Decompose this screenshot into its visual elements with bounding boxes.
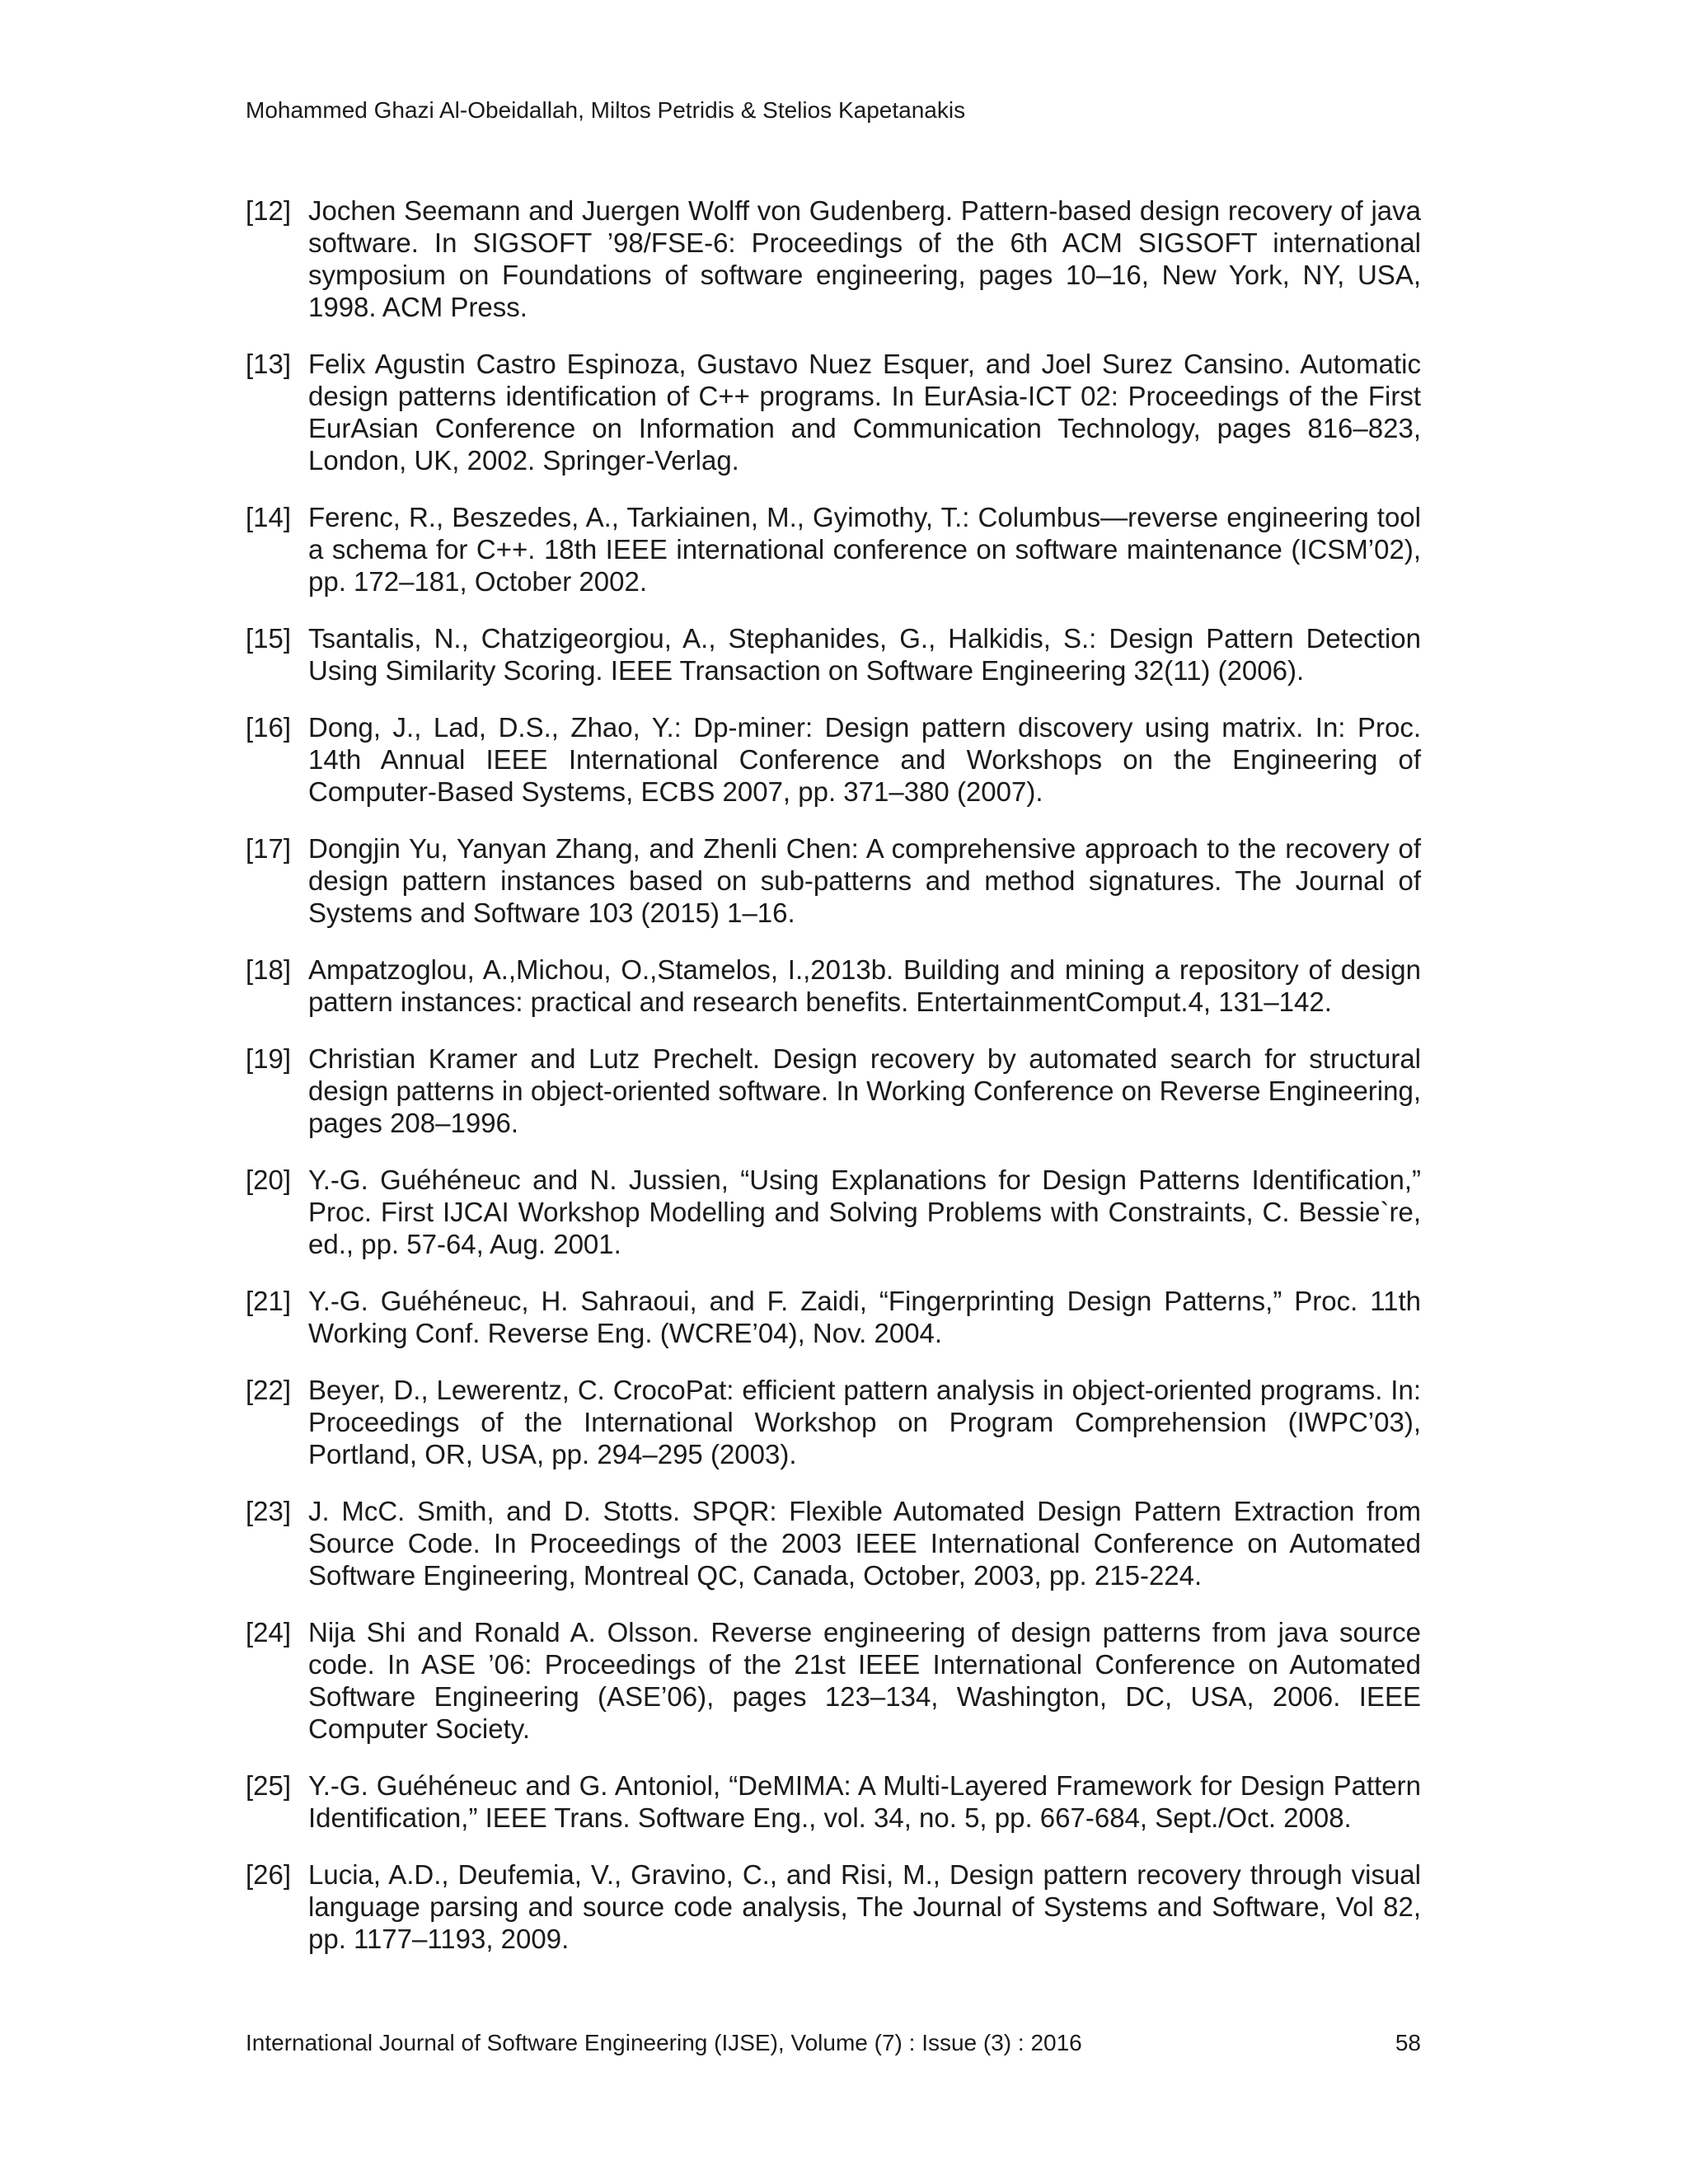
reference-item	[246, 1164, 1421, 1260]
reference-item	[246, 194, 1421, 323]
reference-text: Dong, J., Lad, D.S., Zhao, Y.: Dp-miner: Design pattern discovery using matrix. In: Proc. 14th Annual IEEE International Conference and Workshops on the Engineering of Computer-Based Systems, ECBS 2007, pp. 371–380 (2007).	[308, 712, 1421, 807]
reference-item	[246, 1374, 1421, 1470]
reference-number: [21]	[246, 1286, 292, 1316]
reference-number: [18]	[246, 954, 292, 985]
reference-text: Christian Kramer and Lutz Prechelt. Design recovery by automated search for structural design patterns in object-oriented software. In Working Conference on Reverse Engineering, pages 208–1996.	[308, 1043, 1421, 1138]
reference-number: [25]	[246, 1770, 292, 1801]
reference-number: [13]	[246, 349, 292, 379]
reference-number: [17]	[246, 833, 292, 864]
reference-item	[246, 348, 1421, 476]
reference-item	[246, 622, 1421, 687]
reference-text: Felix Agustin Castro Espinoza, Gustavo Nuez Esquer, and Joel Surez Cansino. Automatic design patterns identification of C++ programs. In EurAsia-ICT 02: Proceedings of the First EurAsian Conference on Information and Communication Technology, pages 816–823, London, UK, 2002. Springer-Verlag.	[308, 349, 1421, 476]
reference-text: Tsantalis, N., Chatzigeorgiou, A., Stephanides, G., Halkidis, S.: Design Pattern Detection Using Similarity Scoring. IEEE Transaction on Software Engineering 32(11) (2006).	[308, 623, 1421, 686]
reference-item	[246, 954, 1421, 1018]
reference-number: [22]	[246, 1375, 292, 1405]
reference-number: [16]	[246, 712, 292, 743]
reference-text: Nija Shi and Ronald A. Olsson. Reverse engineering of design patterns from java source code. In ASE ’06: Proceedings of the 21st IEEE International Conference on Automated Software Engineering (ASE’06), pages 123–134, Washington, DC, USA, 2006. IEEE Computer Society.	[308, 1617, 1421, 1744]
reference-text: Ferenc, R., Beszedes, A., Tarkiainen, M., Gyimothy, T.: Columbus—reverse engineering tool a schema for C++. 18th IEEE international conference on software maintenance (ICSM’02), pp. 172–181, October 2002.	[308, 502, 1421, 597]
reference-text: J. McC. Smith, and D. Stotts. SPQR: Flexible Automated Design Pattern Extraction from Source Code. In Proceedings of the 2003 IEEE International Conference on Automated Software Engineering, Montreal QC, Canada, October, 2003, pp. 215-224.	[308, 1496, 1421, 1591]
footer-journal: International Journal of Software Engineering (IJSE), Volume (7) : Issue (3) : 2016	[246, 2030, 1082, 2055]
reference-item	[246, 1616, 1421, 1745]
reference-number: [12]	[246, 195, 292, 226]
header-authors: Mohammed Ghazi Al-Obeidallah, Miltos Petridis & Stelios Kapetanakis	[246, 97, 966, 123]
footer-page-number: 58	[1395, 2030, 1421, 2055]
reference-item	[246, 1495, 1421, 1591]
page-footer	[246, 2028, 1421, 2058]
reference-text: Lucia, A.D., Deufemia, V., Gravino, C., and Risi, M., Design pattern recovery through visual language parsing and source code analysis, The Journal of Systems and Software, Vol 82, pp. 1177–1193, 2009.	[308, 1859, 1421, 1954]
reference-text: Y.-G. Guéhéneuc, H. Sahraoui, and F. Zaidi, “Fingerprinting Design Patterns,” Proc. 11th Working Conf. Reverse Eng. (WCRE’04), Nov. 2004.	[308, 1286, 1421, 1348]
reference-number: [15]	[246, 623, 292, 654]
reference-item	[246, 1043, 1421, 1139]
reference-number: [23]	[246, 1496, 292, 1526]
reference-list	[246, 194, 1421, 1980]
reference-item	[246, 1858, 1421, 1955]
reference-item	[246, 1285, 1421, 1349]
reference-item	[246, 1769, 1421, 1834]
reference-number: [26]	[246, 1859, 292, 1890]
reference-number: [20]	[246, 1165, 292, 1195]
reference-text: Jochen Seemann and Juergen Wolff von Gudenberg. Pattern-based design recovery of java software. In SIGSOFT ’98/FSE-6: Proceedings of the 6th ACM SIGSOFT international symposium on Foundations of software engineering, pages 10–16, New York, NY, USA, 1998. ACM Press.	[308, 195, 1421, 322]
reference-text: Y.-G. Guéhéneuc and N. Jussien, “Using Explanations for Design Patterns Identification,” Proc. First IJCAI Workshop Modelling and Solving Problems with Constraints, C. Bessie`re, ed., pp. 57-64, Aug. 2001.	[308, 1165, 1421, 1259]
reference-item	[246, 711, 1421, 808]
reference-text: Dongjin Yu, Yanyan Zhang, and Zhenli Chen: A comprehensive approach to the recovery of design pattern instances based on sub-patterns and method signatures. The Journal of Systems and Software 103 (2015) 1–16.	[308, 833, 1421, 928]
reference-text: Y.-G. Guéhéneuc and G. Antoniol, “DeMIMA: A Multi-Layered Framework for Design Pattern Identification,” IEEE Trans. Software Eng., vol. 34, no. 5, pp. 667-684, Sept./Oct. 2008.	[308, 1770, 1421, 1833]
reference-item	[246, 832, 1421, 929]
reference-number: [19]	[246, 1043, 292, 1074]
reference-text: Ampatzoglou, A.,Michou, O.,Stamelos, I.,2013b. Building and mining a repository of design pattern instances: practical and research benefits. EntertainmentComput.4, 131–142.	[308, 954, 1421, 1017]
reference-item	[246, 501, 1421, 598]
reference-text: Beyer, D., Lewerentz, C. CrocoPat: efficient pattern analysis in object-oriented programs. In: Proceedings of the International Workshop on Program Comprehension (IWPC’03), Portland, OR, USA, pp. 294–295 (2003).	[308, 1375, 1421, 1469]
reference-number: [24]	[246, 1617, 292, 1647]
reference-number: [14]	[246, 502, 292, 532]
page-header	[246, 96, 965, 125]
